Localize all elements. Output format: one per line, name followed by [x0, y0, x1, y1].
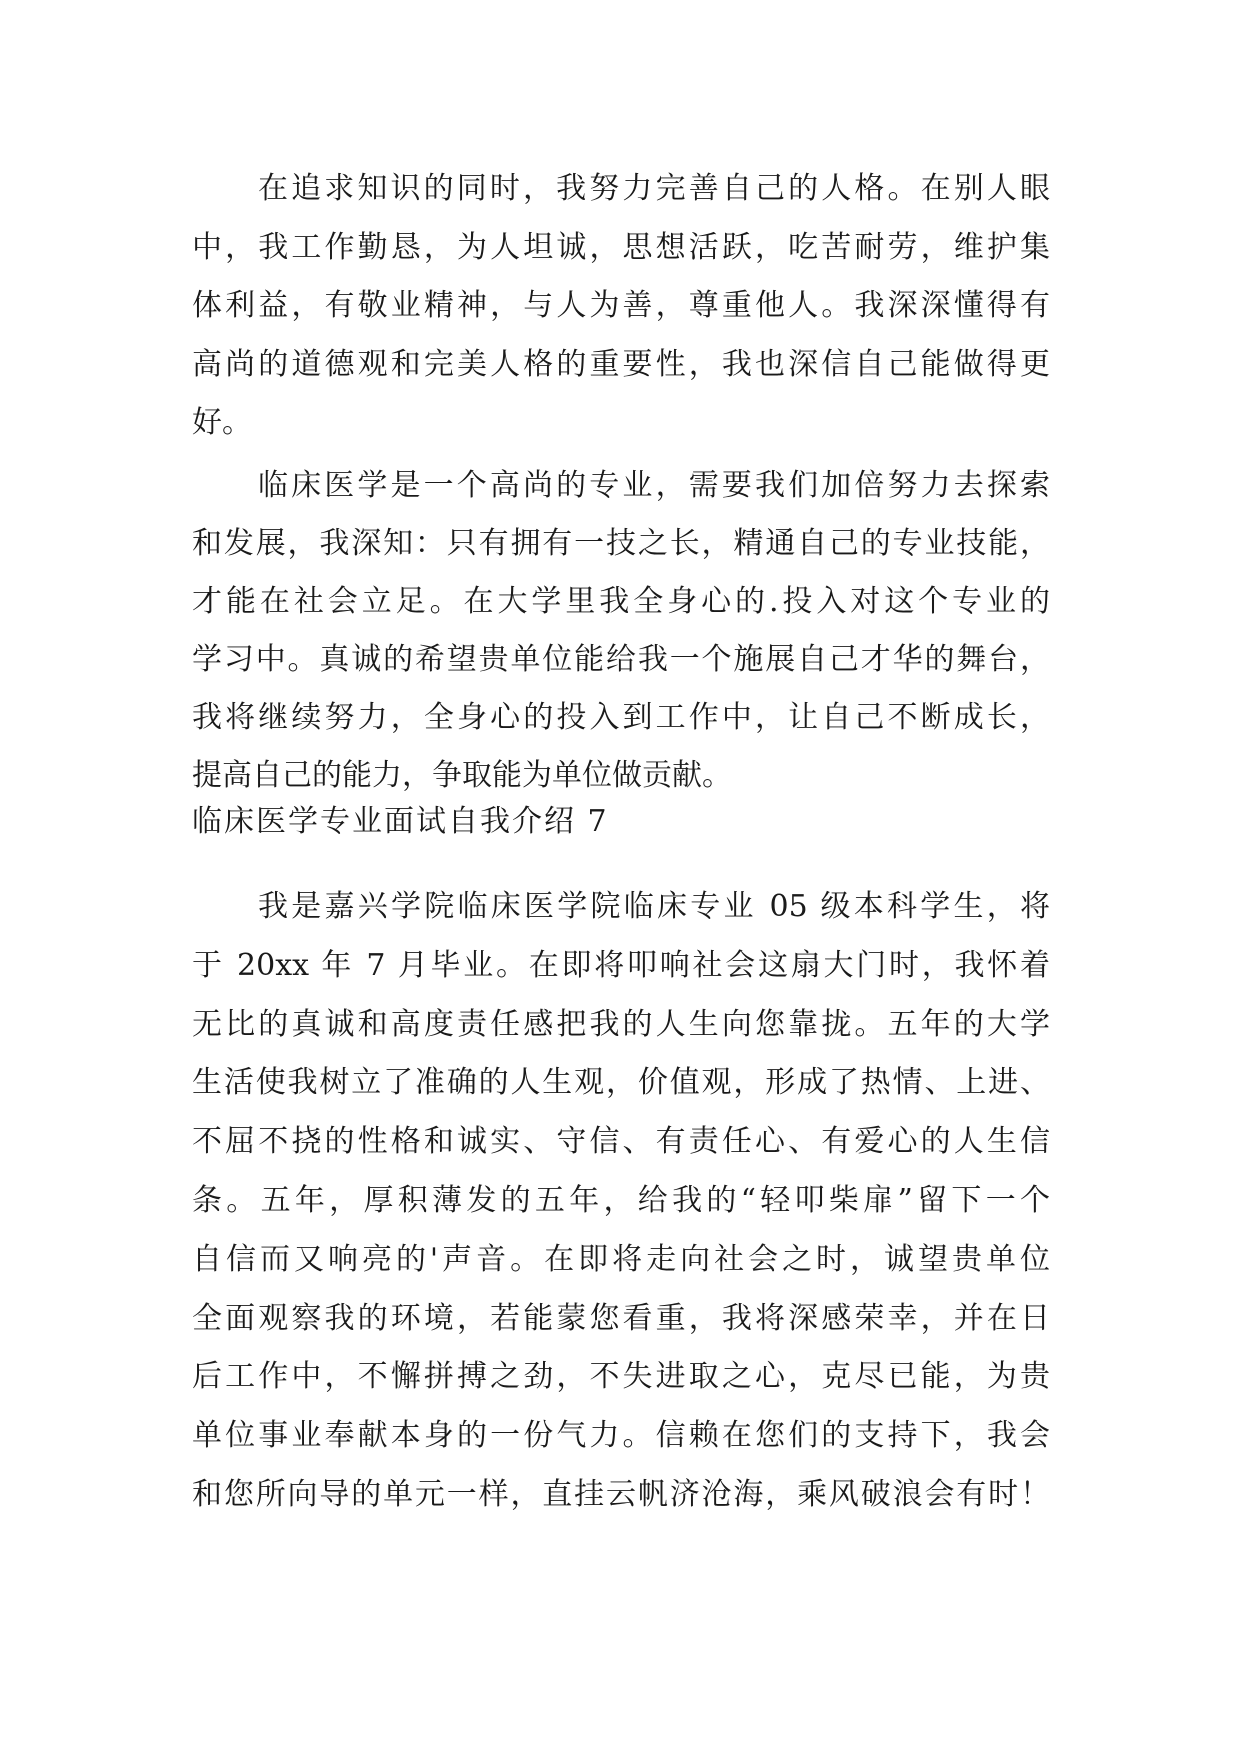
section-heading: 临床医学专业面试自我介绍 7 [192, 804, 609, 839]
paragraph-line: 和您所向导的单元一样，直挂云帆济沧海，乘风破浪会有时！ [192, 1476, 1050, 1512]
paragraph-self-introduction [192, 878, 1050, 1525]
paragraph-line: 我将继续努力，全身心的投入到工作中，让自己不断成长， [192, 700, 1050, 735]
paragraph-line: 自信而又响亮的'声音。在即将走向社会之时，诚望贵单位 [192, 1241, 1050, 1277]
paragraph-self-improvement [192, 160, 1050, 453]
paragraph-line: 我是嘉兴学院临床医学院临床专业 05 级本科学生，将 [258, 889, 1050, 924]
paragraph-line: 单位事业奉献本身的一份气力。信赖在您们的支持下，我会 [192, 1418, 1050, 1454]
paragraph-line: 不屈不挠的性格和诚实、守信、有责任心、有爱心的人生信 [192, 1124, 1050, 1160]
paragraph-line: 于 20xx 年 7 月毕业。在即将叩响社会这扇大门时，我怀着 [192, 947, 1050, 983]
paragraph-line: 才能在社会立足。在大学里我全身心的.投入对这个专业的 [192, 584, 1050, 619]
paragraph-line: 临床医学是一个高尚的专业，需要我们加倍努力去探索 [258, 468, 1050, 503]
paragraph-line: 后工作中，不懈拼搏之劲，不失进取之心，克尽已能，为贵 [192, 1359, 1050, 1395]
paragraph-line: 中，我工作勤恳，为人坦诚，思想活跃，吃苦耐劳，维护集 [192, 229, 1050, 265]
paragraph-line: 和发展，我深知：只有拥有一技之长，精通自己的专业技能， [192, 526, 1050, 561]
paragraph-line: 全面观察我的环境，若能蒙您看重，我将深感荣幸，并在日 [192, 1300, 1050, 1336]
paragraph-line: 生活使我树立了准确的人生观，价值观，形成了热情、上进、 [192, 1065, 1050, 1101]
paragraph-line: 学习中。真诚的希望贵单位能给我一个施展自己才华的舞台， [192, 642, 1050, 677]
paragraph-line: 提高自己的能力，争取能为单位做贡献。 [192, 758, 732, 793]
paragraph-line: 无比的真诚和高度责任感把我的人生向您靠拢。五年的大学 [192, 1006, 1050, 1042]
paragraph-line: 好。 [192, 405, 252, 440]
paragraph-line: 条。五年，厚积薄发的五年，给我的“轻叩柴扉”留下一个 [192, 1182, 1050, 1218]
paragraph-clinical-medicine [192, 457, 1050, 805]
paragraph-line: 高尚的道德观和完美人格的重要性，我也深信自己能做得更 [192, 346, 1050, 382]
paragraph-line: 在追求知识的同时，我努力完善自己的人格。在别人眼 [258, 171, 1050, 206]
paragraph-line: 体利益，有敬业精神，与人为善，尊重他人。我深深懂得有 [192, 288, 1050, 323]
